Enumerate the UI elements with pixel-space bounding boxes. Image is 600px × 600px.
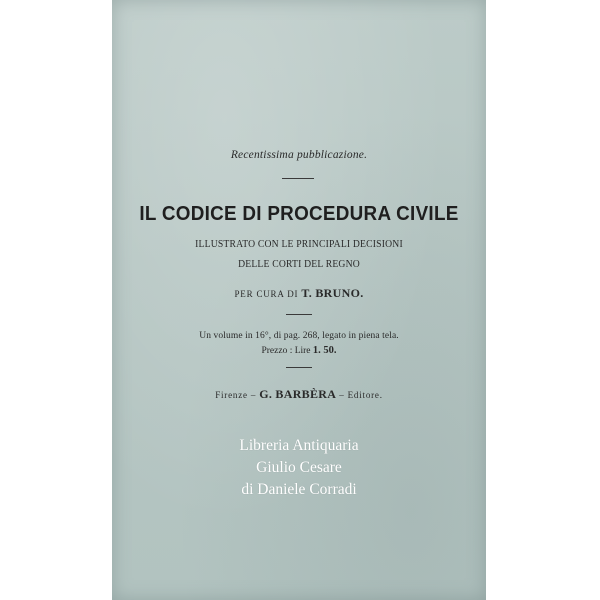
price-line	[112, 345, 486, 356]
tagline: Recentissima pubblicazione.	[230, 149, 368, 161]
price-label: Prezzo : Lire	[261, 346, 311, 356]
watermark-line-3: di Daniele Corradi	[241, 481, 357, 498]
price-value: 1. 50.	[312, 345, 337, 356]
publisher-name: G. BARBÈRA	[259, 387, 337, 401]
curator-prefix: PER CURA DI	[234, 289, 299, 299]
watermark-line-1: Libreria Antiquaria	[239, 437, 359, 454]
publisher-line	[112, 387, 486, 402]
publisher-city: Firenze –	[215, 390, 257, 400]
divider-rule	[282, 178, 314, 179]
watermark-line-2: Giulio Cesare	[256, 459, 342, 476]
divider-rule	[286, 314, 312, 315]
book-cover	[112, 0, 486, 600]
subtitle-line-1: ILLUSTRATO CON LE PRINCIPALI DECISIONI	[195, 239, 403, 250]
publisher-role: – Editore.	[339, 390, 383, 400]
divider-rule	[286, 367, 312, 368]
volume-info: Un volume in 16°, di pag. 268, legato in piena tela.	[199, 331, 399, 341]
subtitle-line-2: DELLE CORTI DEL REGNO	[238, 259, 360, 270]
curator-name: T. BRUNO.	[301, 286, 364, 300]
curator-line	[112, 286, 486, 301]
book-title: IL CODICE DI PROCEDURA CIVILE	[139, 202, 459, 225]
